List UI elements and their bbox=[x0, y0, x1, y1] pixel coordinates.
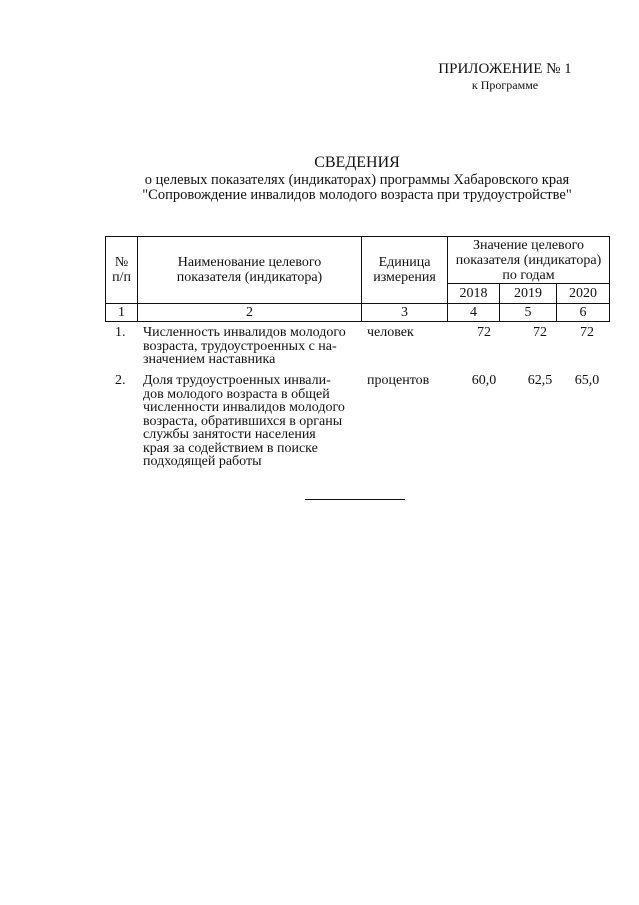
indicator-value-2018: 60,0 bbox=[471, 373, 497, 388]
document-subtitle-line-2: "Сопровождение инвалидов молодого возраста при трудоустройстве" bbox=[142, 187, 572, 203]
row-number: 1. bbox=[115, 325, 126, 340]
indicator-name bbox=[143, 374, 368, 469]
table-row bbox=[105, 326, 609, 374]
indicator-value-2020: 65,0 bbox=[574, 373, 600, 388]
appendix-block bbox=[420, 60, 590, 92]
column-number: 2 bbox=[138, 304, 362, 322]
column-number: 5 bbox=[500, 304, 557, 322]
indicator-name bbox=[143, 326, 368, 367]
header-no bbox=[106, 237, 138, 304]
header-unit bbox=[362, 237, 448, 304]
indicator-name-line: дов молодого возраста в общей bbox=[143, 386, 330, 402]
header-name-line-1: Наименование целевого bbox=[177, 255, 322, 270]
indicator-name-line: значением наставника bbox=[143, 352, 276, 367]
table-row bbox=[105, 374, 609, 474]
appendix-subtitle: к Программе bbox=[471, 78, 539, 92]
indicator-value-2019: 62,5 bbox=[527, 373, 553, 388]
indicator-name-line: подходящей работы bbox=[143, 454, 262, 469]
indicator-name-line: возраста, обратившихся в органы bbox=[143, 413, 343, 429]
header-year-2020: 2020 bbox=[557, 284, 610, 304]
column-number: 3 bbox=[362, 304, 448, 322]
header-no-line-2: п/п bbox=[112, 270, 131, 285]
header-unit-line-2: измерения bbox=[373, 270, 436, 285]
appendix-title: ПРИЛОЖЕНИЕ № 1 bbox=[438, 61, 572, 77]
indicator-value-2018: 72 bbox=[477, 325, 491, 340]
indicator-unit: человек bbox=[367, 325, 414, 340]
column-numbers-row bbox=[106, 304, 610, 322]
header-values-line-3: по годам bbox=[502, 267, 555, 283]
document-subtitle-line-1: о целевых показателях (индикаторах) программы Хабаровского края bbox=[144, 172, 570, 188]
indicator-name-line: численности инвалидов молодого bbox=[143, 400, 345, 415]
header-values bbox=[448, 237, 610, 284]
indicator-name-line: возраста, трудоустроенных с на- bbox=[143, 338, 337, 354]
document-title: СВЕДЕНИЯ bbox=[314, 154, 400, 171]
column-number: 6 bbox=[557, 304, 610, 322]
column-number: 1 bbox=[106, 304, 138, 322]
indicator-name-line: службы занятости населения bbox=[143, 427, 316, 442]
header-values-line-2: показателя (индикатора) bbox=[455, 252, 602, 268]
indicator-name-line: Численность инвалидов молодого bbox=[143, 325, 346, 340]
header-values-line-1: Значение целевого bbox=[473, 237, 584, 253]
header-name-line-2: показателя (индикатора) bbox=[176, 270, 323, 285]
indicator-name-line: края за содействием в поиске bbox=[143, 440, 318, 456]
header-year-2019: 2019 bbox=[500, 284, 557, 304]
header-name bbox=[138, 237, 362, 304]
header-year-2018: 2018 bbox=[448, 284, 500, 304]
column-number: 4 bbox=[448, 304, 500, 322]
header-unit-line-1: Единица bbox=[378, 255, 431, 270]
header-no-line-1: № bbox=[114, 255, 129, 270]
row-number: 2. bbox=[115, 373, 126, 388]
indicator-value-2019: 72 bbox=[533, 325, 547, 340]
indicators-table-body bbox=[105, 326, 609, 474]
indicator-name-line: Доля трудоустроенных инвали- bbox=[143, 373, 331, 388]
indicator-unit: процентов bbox=[367, 373, 430, 388]
document-heading bbox=[0, 153, 639, 203]
end-divider-line bbox=[305, 499, 405, 500]
indicator-value-2020: 72 bbox=[580, 325, 594, 340]
indicators-table-header bbox=[105, 236, 610, 322]
